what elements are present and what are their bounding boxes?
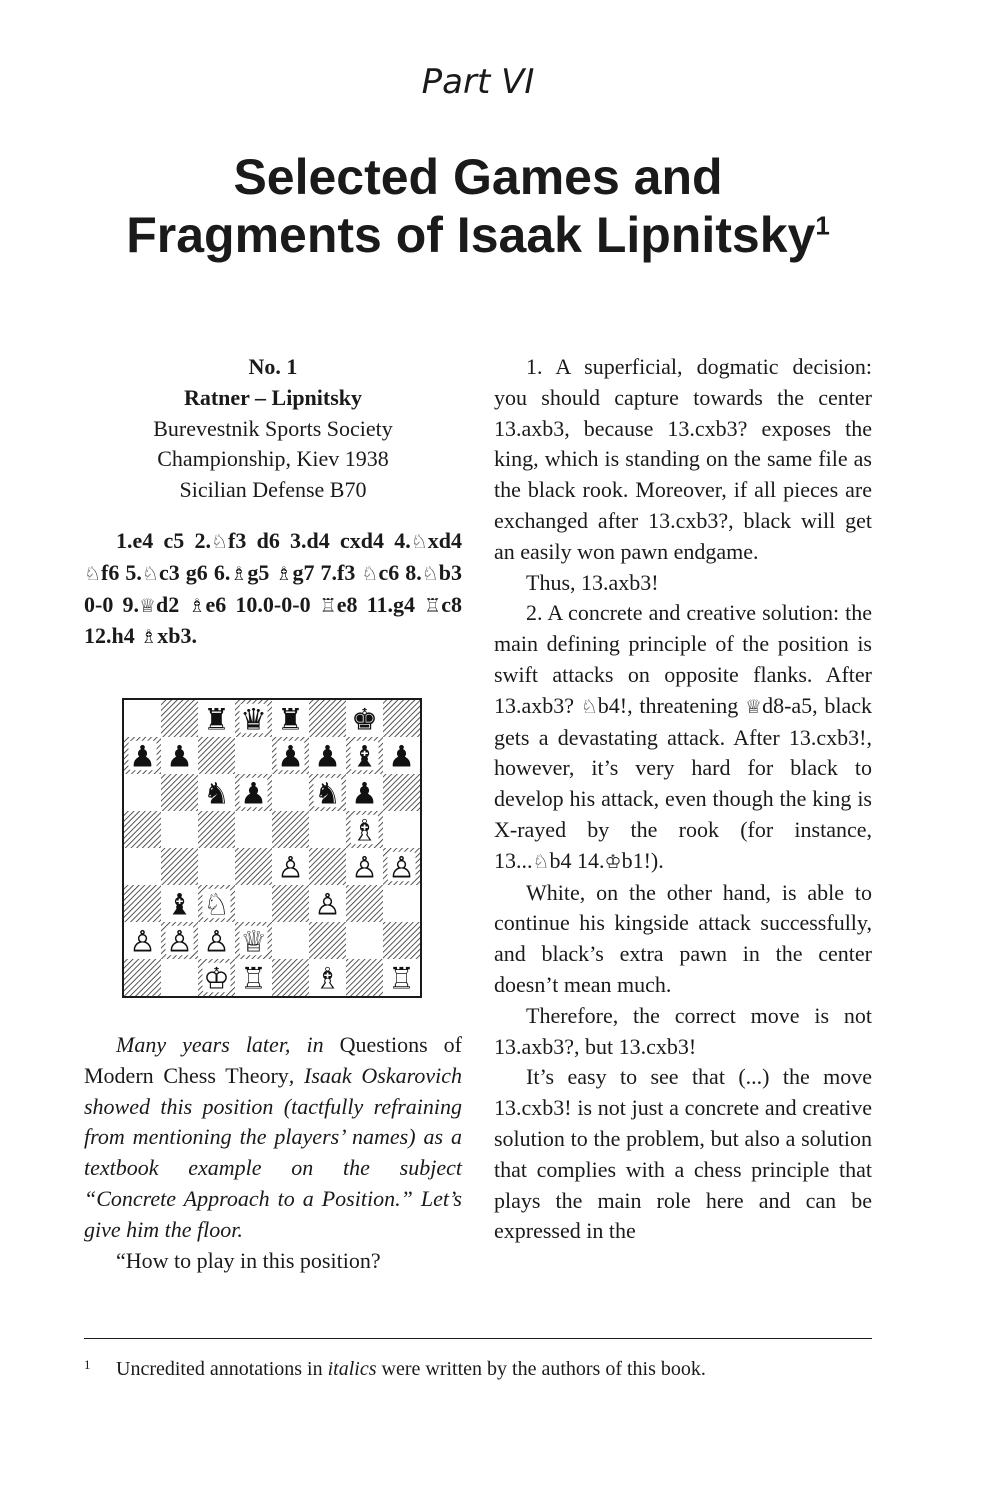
right-paragraph-2: Thus, 13.axb3! <box>526 569 659 595</box>
square-e3 <box>272 885 309 922</box>
white-bishop-icon: ♗ <box>351 813 378 848</box>
square-f2 <box>309 922 346 959</box>
square-e1 <box>272 959 309 996</box>
square-h8 <box>383 700 420 737</box>
white-pawn-icon: ♙ <box>203 924 230 959</box>
chess-board <box>122 698 422 998</box>
square-f8 <box>309 700 346 737</box>
moves-run: c3 g6 6. <box>158 559 231 585</box>
square-h6 <box>383 774 420 811</box>
square-d7 <box>235 737 272 774</box>
black-pawn-icon: ♟ <box>388 739 415 774</box>
square-h3 <box>383 885 420 922</box>
moves-run: xb3. <box>157 623 198 649</box>
moves-run: b3 0-0 9. <box>84 559 463 617</box>
right-paragraph-6: It’s easy to see that (...) the move 13.cxb3! is not just a concrete and creative solution to the problem, but also a solution that complies with a chess principle that plays the main role here and can be expressed in the <box>494 1064 872 1244</box>
square-h5 <box>383 811 420 848</box>
figurine-icon: ♖ <box>319 594 337 617</box>
white-bishop-icon: ♗ <box>314 961 341 996</box>
black-knight-icon: ♞ <box>314 776 341 811</box>
black-rook-icon: ♜ <box>277 702 304 737</box>
game-event-line-2: Championship, Kiev 1938 <box>157 446 389 472</box>
footnote-divider <box>84 1338 872 1339</box>
chapter-title-line-1: Selected Games and <box>233 149 723 205</box>
left-paragraph-2: “How to play in this position? <box>116 1247 381 1273</box>
left_text-p1-italic-run: Many years later, in <box>116 1032 340 1057</box>
moves-run: g7 7.f3 <box>292 559 362 585</box>
figurine-icon: ♗ <box>230 562 248 585</box>
square-h2 <box>383 922 420 959</box>
chapter-title-line-2 <box>40 206 916 264</box>
left-column <box>84 352 462 653</box>
white-rook-icon: ♖ <box>388 961 415 996</box>
square-a8 <box>124 700 161 737</box>
white-pawn-icon: ♙ <box>388 850 415 885</box>
square-a6 <box>124 774 161 811</box>
square-e5 <box>272 811 309 848</box>
right-paragraph-5: Therefore, the correct move is not 13.axb3?, but 13.cxb3! <box>494 1002 872 1059</box>
white-pawn-icon: ♙ <box>351 850 378 885</box>
black-pawn-icon: ♟ <box>240 776 267 811</box>
game-header <box>84 352 462 506</box>
figurine-icon: ♔ <box>604 850 622 873</box>
square-f5 <box>309 811 346 848</box>
figurine-icon: ♘ <box>210 530 229 553</box>
black-king-icon: ♚ <box>351 702 378 737</box>
right_text-p3-run: 2. A concrete and creative solution: the main defining principle of the position is swift attacks on opposite flanks. After 13.axb3? <box>494 600 872 718</box>
footnote-mark: 1 <box>84 1357 91 1372</box>
figurine-icon: ♕ <box>139 594 157 617</box>
white-queen-icon: ♕ <box>240 924 267 959</box>
square-c7 <box>198 737 235 774</box>
square-a4 <box>124 848 161 885</box>
figurine-icon: ♘ <box>532 850 550 873</box>
square-g3 <box>346 885 383 922</box>
white-pawn-icon: ♙ <box>166 924 193 959</box>
figurine-icon: ♘ <box>580 695 598 718</box>
square-a1 <box>124 959 161 996</box>
title-footnote-mark: 1 <box>815 210 830 241</box>
figurine-icon: ♘ <box>421 562 439 585</box>
moves-run: c6 8. <box>378 559 422 585</box>
game-moves <box>84 526 462 653</box>
figurine-icon: ♘ <box>84 562 102 585</box>
figurine-icon: ♗ <box>188 594 206 617</box>
square-c5 <box>198 811 235 848</box>
figurine-icon: ♖ <box>424 594 442 617</box>
game-number: No. 1 <box>248 354 298 379</box>
square-a3 <box>124 885 161 922</box>
black-queen-icon: ♛ <box>240 702 267 737</box>
game-event-line-1: Burevestnik Sports Society <box>153 415 393 441</box>
footnote-text <box>116 1358 706 1380</box>
chapter-title-line-2-text: Fragments of Isaak Lipnitsky <box>126 207 816 263</box>
square-a5 <box>124 811 161 848</box>
game-opening: Sicilian Defense B70 <box>179 477 367 503</box>
footnote <box>84 1356 884 1382</box>
figurine-icon: ♕ <box>745 695 763 718</box>
square-b5 <box>161 811 198 848</box>
black-pawn-icon: ♟ <box>314 739 341 774</box>
right-paragraph-4: White, on the other hand, is able to continue his kingside attack successfully, and black’s extra pawn in the center doesn’t mean much. <box>494 879 872 997</box>
right_text-p3-run: b4!, threatening <box>597 692 746 718</box>
white-knight-icon: ♘ <box>203 887 230 922</box>
square-d5 <box>235 811 272 848</box>
left-commentary <box>84 1030 462 1276</box>
white-rook-icon: ♖ <box>240 961 267 996</box>
figurine-icon: ♗ <box>140 626 158 649</box>
figurine-icon: ♘ <box>361 562 379 585</box>
left-paragraph-1 <box>84 1030 462 1246</box>
black-knight-icon: ♞ <box>203 776 230 811</box>
footnote-run: Uncredited annotations in <box>116 1358 328 1380</box>
square-d4 <box>235 848 272 885</box>
chapter-title <box>40 148 916 264</box>
square-b1 <box>161 959 198 996</box>
white-king-icon: ♔ <box>203 961 230 996</box>
square-e2 <box>272 922 309 959</box>
footnote-run: were written by the authors of this book. <box>376 1358 706 1380</box>
white-pawn-icon: ♙ <box>277 850 304 885</box>
footnote-italic-run: italics <box>327 1358 377 1380</box>
square-b6 <box>161 774 198 811</box>
moves-run: 1.e4 c5 2. <box>116 527 211 553</box>
black-rook-icon: ♜ <box>203 702 230 737</box>
square-g2 <box>346 922 383 959</box>
moves-run: f3 d6 3.d4 cxd4 4. <box>228 527 411 553</box>
square-c4 <box>198 848 235 885</box>
square-d3 <box>235 885 272 922</box>
figurine-icon: ♗ <box>275 562 293 585</box>
chess-diagram <box>122 698 422 998</box>
left_text-p1-italic-run: , Isaak Oskarovich showed this position (tactfully refraining from mentioning the players’ names) as a textbook example on the subject “Concrete Approach to a Position.” Let’s give him the floor. <box>84 1062 462 1242</box>
right-paragraph-1: 1. A superficial, dogmatic decision: you should capture towards the center 13.axb3, because 13.cxb3? exposes the king, which is standing on the same file as the black rook. Moreover, if all pieces are exchanged after 13.cxb3?, black will get an easily won pawn endgame. <box>494 354 872 564</box>
moves-run: g5 <box>247 559 276 585</box>
right-column <box>494 352 872 1247</box>
black-bishop-icon: ♝ <box>351 739 378 774</box>
black-pawn-icon: ♟ <box>166 739 193 774</box>
right_text-p3-run: b1!). <box>621 847 664 873</box>
moves-run: xd4 <box>427 527 463 553</box>
white-pawn-icon: ♙ <box>129 924 156 959</box>
square-f4 <box>309 848 346 885</box>
black-pawn-icon: ♟ <box>351 776 378 811</box>
figurine-icon: ♘ <box>141 562 159 585</box>
moves-run: e6 10.0-0-0 <box>205 591 320 617</box>
right-paragraph-3 <box>494 598 872 877</box>
moves-run: d2 <box>156 591 189 617</box>
part-label: Part VI <box>421 62 535 102</box>
square-b4 <box>161 848 198 885</box>
white-pawn-icon: ♙ <box>314 887 341 922</box>
black-bishop-icon: ♝ <box>166 887 193 922</box>
right_text-p3-run: d8-a5, black gets a devastating attack. After 13.cxb3!, however, it’s very hard for black to develop his attack, even though the king is X-rayed by the rook (for instance, 13... <box>494 692 873 873</box>
moves-run: e8 11.g4 <box>336 591 425 617</box>
square-e6 <box>272 774 309 811</box>
black-pawn-icon: ♟ <box>129 739 156 774</box>
right_text-p3-run: b4 14. <box>549 847 605 873</box>
figurine-icon: ♘ <box>410 530 428 553</box>
square-g1 <box>346 959 383 996</box>
square-b8 <box>161 700 198 737</box>
moves-run: c8 12.h4 <box>84 591 462 649</box>
moves-run: f6 5. <box>101 559 142 585</box>
left_text-p1-run: Questions of Modern Chess Theory <box>84 1032 463 1088</box>
game-players: Ratner – Lipnitsky <box>183 384 363 410</box>
black-pawn-icon: ♟ <box>277 739 304 774</box>
